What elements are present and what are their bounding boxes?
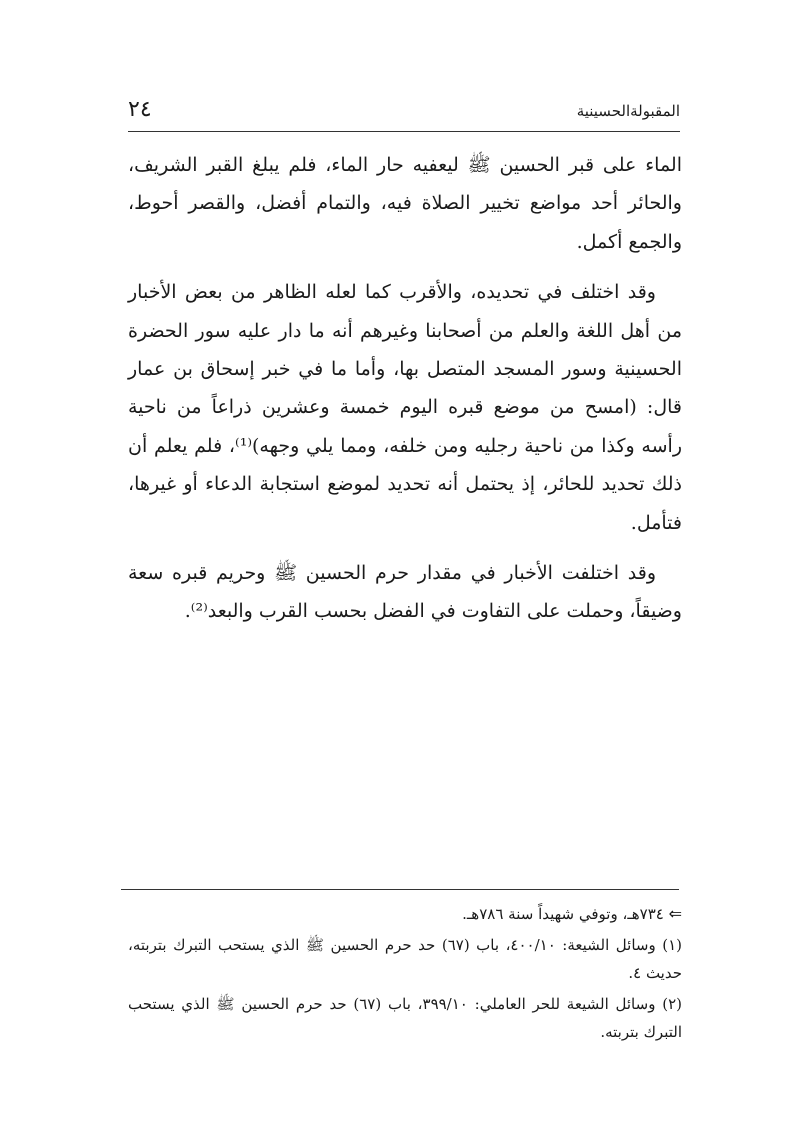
page-number: ٢٤ (128, 97, 152, 122)
continuation-arrow-icon: ⇐ (668, 904, 682, 923)
footnote-continuation (128, 900, 682, 928)
paragraph-1: الماء على قبر الحسين ﷺ ليعفيه حار الماء، فلم يبلغ القبر الشريف، والحائر أحد مواضع تخيير الصلاة فيه، والتمام أفضل، والقصر أحوط، والجمع أكمل. (128, 154, 682, 253)
running-header (128, 96, 680, 128)
footnotes (128, 900, 682, 1049)
main-text (128, 146, 682, 631)
footnote-continuation-text: ٧٣٤هـ، وتوفي شهيداً سنة ٧٨٦هـ. (462, 905, 664, 923)
running-title: المقبولةالحسينية (576, 102, 680, 120)
paragraph-3: وقد اختلفت الأخبار في مقدار حرم الحسين ﷺ وحريم قبره سعة وضيقاً، وحملت على التفاوت في الفضل بحسب القرب والبعد⁽²⁾. (128, 562, 682, 623)
footnote-1: (١) وسائل الشيعة: ٤٠٠/١٠، باب (٦٧) حد حرم الحسين ﷺ الذي يستحب التبرك بتربته، حديث ٤. (128, 936, 682, 982)
header-divider (128, 131, 680, 132)
footnote-2: (٢) وسائل الشيعة للحر العاملي: ٣٩٩/١٠، باب (٦٧) حد حرم الحسين ﷺ الذي يستحب التبرك بتربته. (128, 995, 682, 1041)
paragraph-2: وقد اختلف في تحديده، والأقرب كما لعله الظاهر من بعض الأخبار من أهل اللغة والعلم من أصحابنا وغيرهم أنه ما دار عليه سور الحضرة الحسينية وسور المسجد المتصل بها، وأما ما في خبر إسحاق بن عمار قال: (امسح من موضع قبره اليوم خمسة وعشرين ذراعاً من ناحية رأسه وكذا من ناحية رجليه ومن خلفه، ومما يلي وجهه)⁽¹⁾، فلم يعلم أن ذلك تحديد للحائر، إذ يحتمل أنه تحديد لموضع استجابة الدعاء أو غيرها، فتأمل. (128, 281, 682, 534)
footnote-divider (121, 889, 679, 890)
